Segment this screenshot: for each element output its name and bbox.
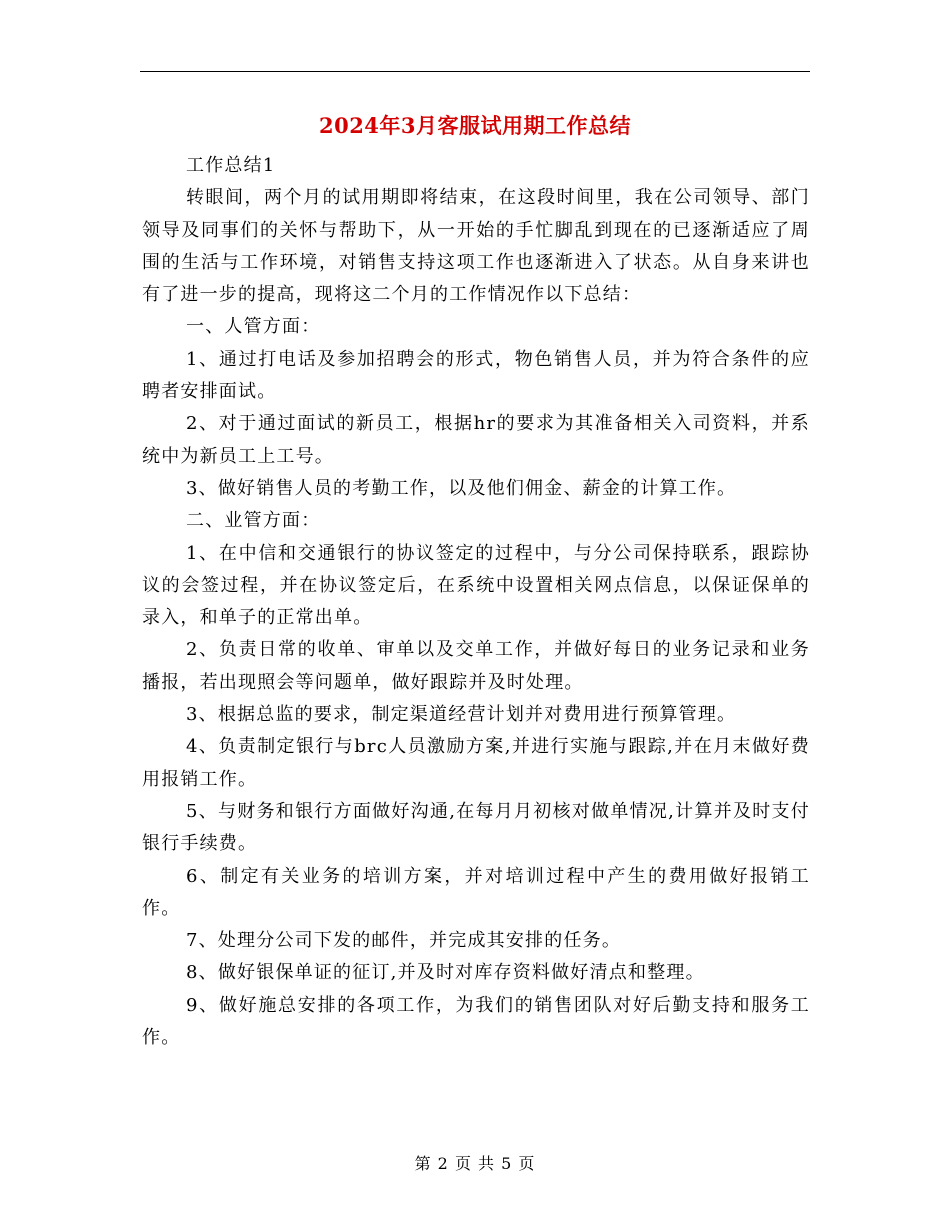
list-item: 5、与财务和银行方面做好沟通,在每月月初核对做单情况,计算并及时支付银行手续费。	[142, 800, 810, 855]
section-heading: 一、人管方面：	[186, 316, 321, 338]
list-item: 3、根据总监的要求，制定渠道经营计划并对费用进行预算管理。	[186, 704, 737, 726]
list-item: 2、对于通过面试的新员工，根据hr的要求为其准备相关入司资料，并系统中为新员工上工号。	[142, 413, 810, 467]
list-item: 2、负责日常的收单、审单以及交单工作，并做好每日的业务记录和业务播报，若出现照会等问题单，做好跟踪并及时处理。	[142, 639, 810, 693]
list-item: 4、负责制定银行与brc人员激励方案,并进行实施与跟踪,并在月末做好费用报销工作。	[142, 736, 810, 790]
section-heading: 工作总结1	[186, 155, 276, 176]
page-number: 第 2 页 共 5 页	[414, 1154, 536, 1173]
list-item: 6、制定有关业务的培训方案，并对培训过程中产生的费用做好报销工作。	[142, 865, 810, 919]
section-heading: 二、业管方面：	[186, 510, 321, 532]
header-rule	[140, 71, 810, 72]
page-footer	[0, 1152, 950, 1176]
intro-paragraph: 转眼间，两个月的试用期即将结束，在这段时间里，我在公司领导、部门领导及同事们的关怀与帮助下，从一开始的手忙脚乱到现在的已逐渐适应了周围的生活与工作环境，对销售支持这项工作也逐渐进入了状态。从自身来讲也有了进一步的提高，现将这二个月的工作情况作以下总结：	[142, 187, 810, 306]
list-item: 7、处理分公司下发的邮件，并完成其安排的任务。	[186, 930, 622, 952]
document-body	[142, 150, 810, 1054]
list-item: 3、做好销售人员的考勤工作，以及他们佣金、薪金的计算工作。	[186, 477, 737, 499]
list-item: 1、在中信和交通银行的协议签定的过程中，与分公司保持联系，跟踪协议的会签过程，并在协议签定后，在系统中设置相关网点信息，以保证保单的录入，和单子的正常出单。	[142, 542, 810, 629]
document-title: 2024年3月客服试用期工作总结	[318, 113, 632, 138]
list-item: 8、做好银保单证的征订,并及时对库存资料做好清点和整理。	[186, 962, 705, 984]
list-item: 9、做好施总安排的各项工作，为我们的销售团队对好后勤支持和服务工作。	[142, 994, 810, 1049]
list-item: 1、通过打电话及参加招聘会的形式，物色销售人员，并为符合条件的应聘者安排面试。	[142, 348, 810, 403]
